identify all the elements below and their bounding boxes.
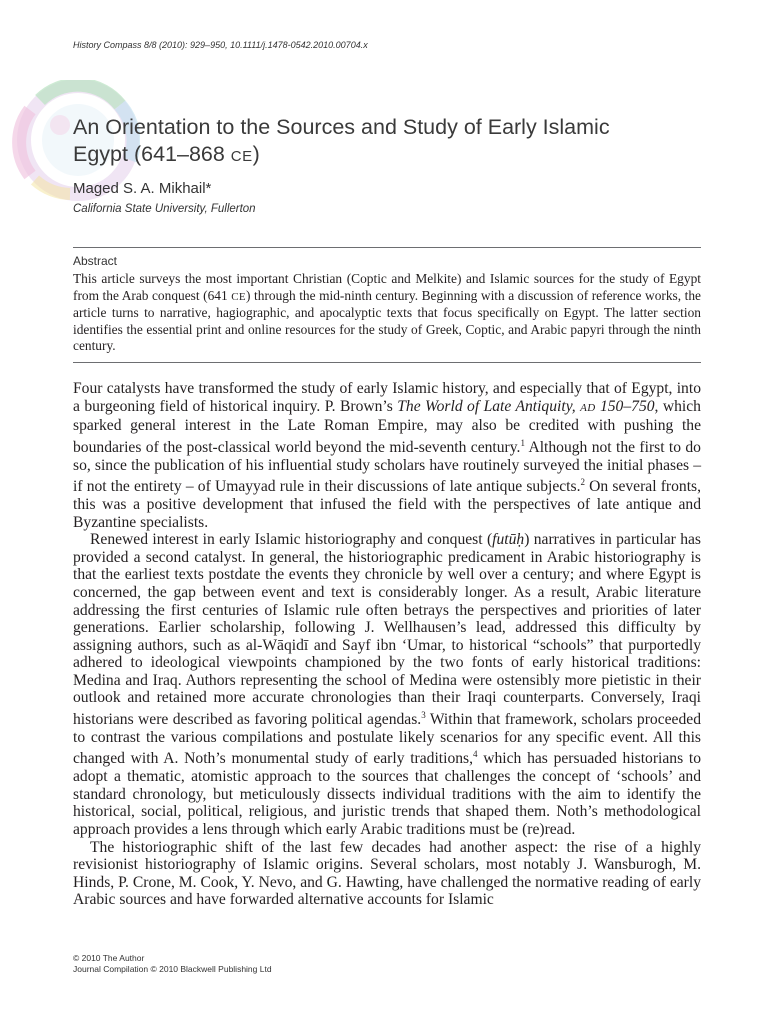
footnote-ref-4[interactable]: 4 xyxy=(473,749,478,760)
title-line-2: Egypt (641–868 xyxy=(73,142,231,166)
article-body xyxy=(73,380,701,909)
book-title: The World of Late Antiquity, xyxy=(397,397,581,415)
footnote-ref-3[interactable]: 3 xyxy=(421,710,426,721)
title-era-smallcaps: CE xyxy=(230,148,253,165)
futuh-term: futūḥ xyxy=(492,531,525,549)
journal-citation: History Compass 8/8 (2010): 929–950, 10.1111/j.1478-0542.2010.00704.x xyxy=(73,40,368,50)
copyright-journal: Journal Compilation © 2010 Blackwell Publishing Ltd xyxy=(73,964,272,974)
copyright-author: © 2010 The Author xyxy=(73,953,145,963)
title-line-1: An Orientation to the Sources and Study of Early Islamic xyxy=(73,115,610,139)
paragraph-3: The historiographic shift of the last few decades had another aspect: the rise of a highly revisionist historiography of Islamic origins. Several scholars, most notably J. Wansburogh, M. Hinds, P. Crone, M. Cook, Y. Nevo, and G. Hawting, have challenged the normative reading of early Arabic sources and have forwarded alternative accounts for Islamic xyxy=(73,838,701,909)
footnote-ref-2[interactable]: 2 xyxy=(580,477,585,488)
copyright-footer xyxy=(73,953,272,975)
article-title xyxy=(73,114,713,170)
author-name: Maged S. A. Mikhail* xyxy=(73,180,212,197)
abstract-top-rule xyxy=(73,247,701,248)
abstract-heading: Abstract xyxy=(73,254,118,268)
abstract-text: This article surveys the most important Christian (Coptic and Melkite) and Islamic sources for the study of Egypt from the Arab conquest (641 CE) through the mid-ninth century. Beginning with a discussion of reference works, the article turns to narrative, hagiographic, and apocalyptic texts that focus specifically on Egypt. The latter section identifies the essential print and online resources for the study of Greek, Coptic, and Arabic papyri through the ninth century. xyxy=(73,271,701,354)
title-close-paren: ) xyxy=(252,142,260,166)
author-affiliation: California State University, Fullerton xyxy=(73,203,256,215)
abstract-bottom-rule xyxy=(73,362,701,363)
paragraph-2: Renewed interest in early Islamic historiography and conquest (futūḥ) narratives in particular has provided a second catalyst. In general, the historiographic predicament in Arabic historiography is that the earliest texts postdate the events they chronicle by well over a century; and where Egypt is concerned, the gap between event and text is considerably longer. As a result, Arabic literature addressing the first centuries of Islamic rule often betrays the perspectives and priorities of later generations. Earlier scholarship, following J. Wellhausen’s lead, addressed this difficulty by assigning authors, such as al-Wāqidī and Sayf ibn ‘Umar, to historical “schools” that purportedly adhered to ideological viewpoints championed by the two fonts of early historical traditions: Medina and Iraq. Authors representing the school of Medina were ostensibly more pietistic in their outlook and retained more accurate chronologies than their Iraqi counterparts. Conversely, Iraqi historians were described as favoring political agendas.$^3$ Within that framework, scholars proceeded to contrast the various compilations and postulate likely scenarios for any specific event. All this changed with A. Noth’s monumental study of early traditions,$^4$ which has persuaded historians to adopt a thematic, atomistic approach to the sources that challenges the concept of ‘schools’ and standard chronology, but meticulously dissects individual traditions with the aim to identify the historical, social, political, religious, and juristic trends that shaped them. Noth’s methodological approach provides a lens through which early Arabic traditions must be (re)read. xyxy=(73,531,702,838)
paragraph-1: Four catalysts have transformed the study of early Islamic history, and especially that of Egypt, into a burgeoning field of historical inquiry. P. Brown’s The World of Late Antiquity, AD 150–750, which sparked general interest in the Late Roman Empire, may also be credited with pushing the boundaries of the post-classical world beyond the mid-seventh century.$^1$ Although not the first to do so, since the publication of his influential study scholars have routinely surveyed the initial phases – if not the entirety – of Umayyad rule in their discussions of late antique subjects.$^2$ On several fronts, this was a positive development that infused the field with the perspectives of late antique and Byzantine specialists. xyxy=(73,380,701,531)
footnote-ref-1[interactable]: 1 xyxy=(520,437,525,448)
era-ad: AD xyxy=(580,401,596,414)
